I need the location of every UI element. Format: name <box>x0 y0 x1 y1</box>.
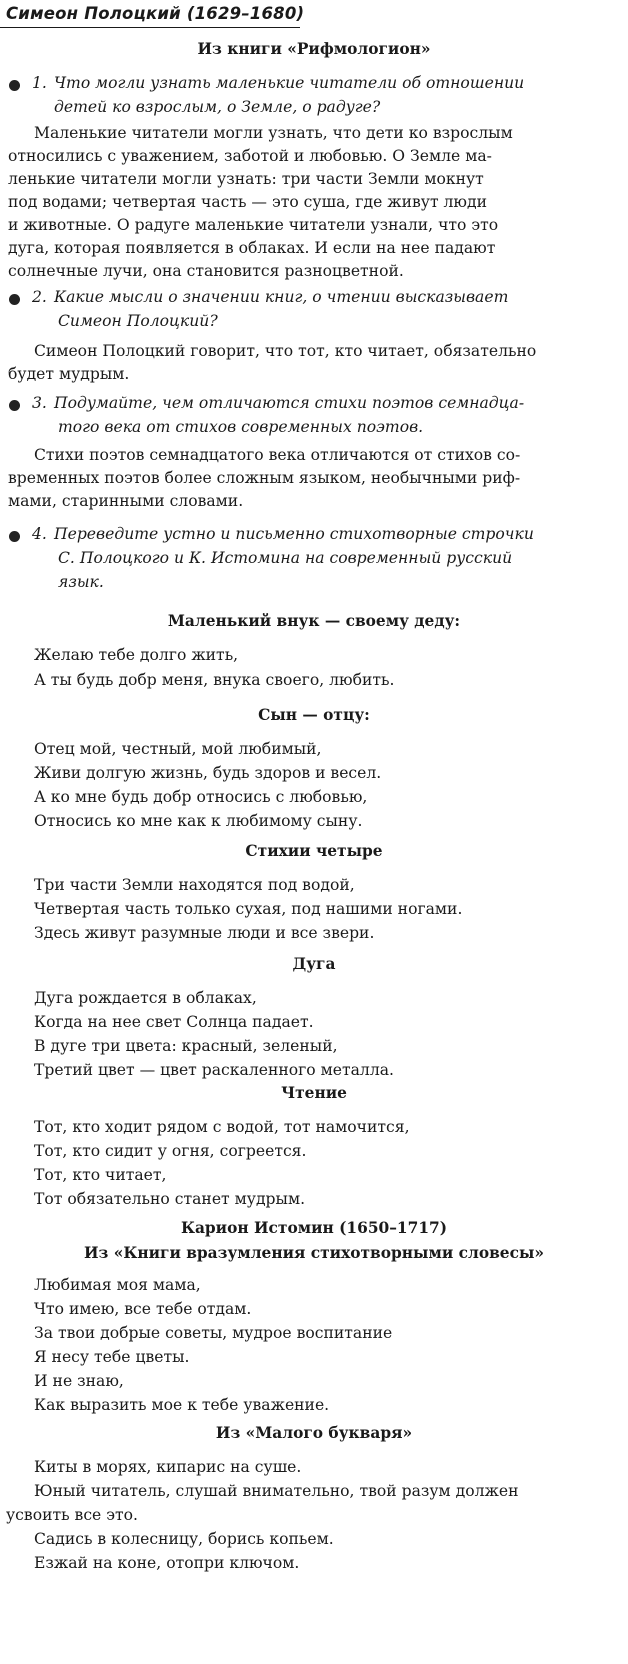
answer-line: Стихи поэтов семнадцатого века отличаются от стихов со- <box>34 446 521 464</box>
poem-line: Киты в морях, кипарис на суше. <box>34 1458 302 1476</box>
answer-line: под водами; четвертая часть — это суша, где живут люди <box>8 193 488 211</box>
question-line: Что могли узнать маленькие читатели об отношении <box>54 74 525 92</box>
answer-line: временных поэтов более сложным языком, необычными риф- <box>8 469 521 487</box>
question-line: детей ко взрослым, о Земле, о радуге? <box>54 98 381 116</box>
answer-line: относились с уважением, заботой и любовью. О Земле ма- <box>8 147 492 165</box>
question-line: С. Полоцкого и К. Истомина на современный русский <box>58 549 513 567</box>
question-number: 3. <box>32 394 47 412</box>
poem-line: Тот, кто ходит рядом с водой, тот намочится, <box>34 1118 410 1136</box>
answer-line: будет мудрым. <box>8 365 130 383</box>
answer-line: Маленькие читатели могли узнать, что дети ко взрослым <box>34 124 513 142</box>
poem-line: Юный читатель, слушай внимательно, твой разум должен <box>34 1482 519 1500</box>
poem-line: Я несу тебе цветы. <box>34 1348 190 1366</box>
answer-line: солнечные лучи, она становится разноцветной. <box>8 262 404 280</box>
answer-line: Симеон Полоцкий говорит, что тот, кто читает, обязательно <box>34 342 537 360</box>
book-title: Из книги «Рифмологион» <box>197 40 431 58</box>
bullet-icon <box>9 400 20 411</box>
poem-line: И не знаю, <box>34 1372 124 1390</box>
answer-line: мами, старинными словами. <box>8 492 244 510</box>
answer-line: дуга, которая появляется в облаках. И если на нее падают <box>8 239 496 257</box>
answer-line: и животные. О радуге маленькие читатели узнали, что это <box>8 216 499 234</box>
poem-title: Сын — отцу: <box>258 706 370 724</box>
poem-title: Дуга <box>292 955 336 973</box>
book-title: Из «Книги вразумления стихотворными словесы» <box>84 1244 544 1262</box>
poem-line: Когда на нее свет Солнца падает. <box>34 1013 314 1031</box>
poem-line: Относись ко мне как к любимому сыну. <box>34 812 363 830</box>
poem-line: Тот, кто сидит у огня, согреется. <box>34 1142 307 1160</box>
question-number: 2. <box>32 288 47 306</box>
question-number: 4. <box>32 525 47 543</box>
header-underline <box>0 27 300 28</box>
bullet-icon <box>9 80 20 91</box>
poem-line: Тот, кто читает, <box>34 1166 167 1184</box>
question-line: Подумайте, чем отличаются стихи поэтов семнадца- <box>54 394 525 412</box>
book-title: Из «Малого букваря» <box>215 1424 413 1442</box>
question-number: 1. <box>32 74 47 92</box>
question-line: Какие мысли о значении книг, о чтении высказывает <box>54 288 509 306</box>
poem-line: Отец мой, честный, мой любимый, <box>34 740 322 758</box>
poem-line: Тот обязательно станет мудрым. <box>34 1190 306 1208</box>
poem-line: усвоить все это. <box>6 1506 138 1524</box>
poem-line: Желаю тебе долго жить, <box>34 646 239 664</box>
poem-line: Живи долгую жизнь, будь здоров и весел. <box>34 764 382 782</box>
poem-line: Любимая моя мама, <box>34 1276 201 1294</box>
poem-line: А ко мне будь добр относись с любовью, <box>34 788 368 806</box>
poem-line: Дуга рождается в облаках, <box>34 989 257 1007</box>
poem-line: А ты будь добр меня, внука своего, любить. <box>34 671 395 689</box>
poem-title: Чтение <box>281 1084 347 1102</box>
poem-title: Стихии четыре <box>245 842 383 860</box>
poem-line: За твои добрые советы, мудрое воспитание <box>34 1324 393 1342</box>
poem-line: Здесь живут разумные люди и все звери. <box>34 924 375 942</box>
poem-line: Третий цвет — цвет раскаленного металла. <box>34 1061 394 1079</box>
bullet-icon <box>9 531 20 542</box>
poem-title: Маленький внук — своему деду: <box>167 612 461 630</box>
poem-line: Как выразить мое к тебе уважение. <box>34 1396 330 1414</box>
poem-line: Четвертая часть только сухая, под нашими ногами. <box>34 900 463 918</box>
poem-line: Три части Земли находятся под водой, <box>34 876 355 894</box>
answer-line: ленькие читатели могли узнать: три части Земли мокнут <box>8 170 484 188</box>
question-line: того века от стихов современных поэтов. <box>58 418 424 436</box>
poem-line: Что имею, все тебе отдам. <box>34 1300 252 1318</box>
question-line: Симеон Полоцкий? <box>58 312 218 330</box>
poem-line: Садись в колесницу, борись копьем. <box>34 1530 334 1548</box>
page-header: Симеон Полоцкий (1629–1680) <box>6 4 305 23</box>
poem-line: В дуге три цвета: красный, зеленый, <box>34 1037 338 1055</box>
bullet-icon <box>9 294 20 305</box>
poem-line: Езжай на коне, отопри ключом. <box>34 1554 300 1572</box>
author-heading: Карион Истомин (1650–1717) <box>180 1219 448 1237</box>
question-line: Переведите устно и письменно стихотворные строчки <box>54 525 534 543</box>
question-line: язык. <box>58 573 104 591</box>
